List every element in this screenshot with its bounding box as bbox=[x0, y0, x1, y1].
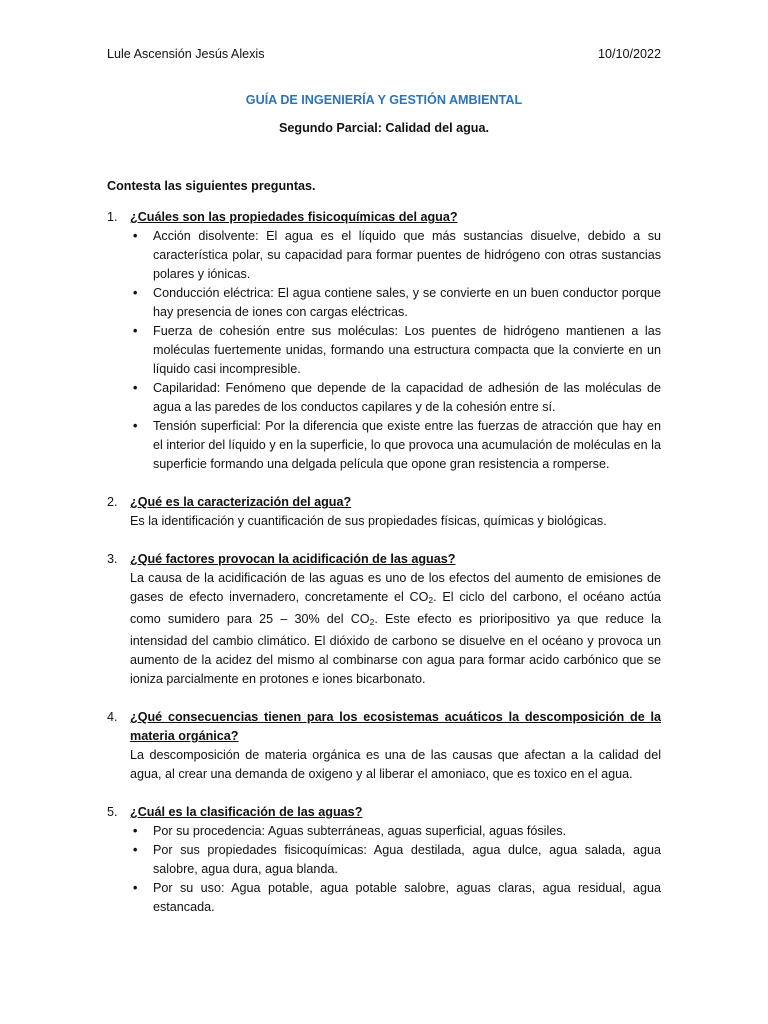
bullet-icon: • bbox=[133, 843, 138, 857]
question-2 bbox=[107, 493, 661, 531]
question-title: ¿Qué factores provocan la acidificación de las aguas? bbox=[130, 552, 456, 566]
question-1 bbox=[107, 208, 661, 474]
list-item: • Conducción eléctrica: El agua contiene sales, y se convierte en un buen conductor porque hay presencia de iones con cargas eléctricas. bbox=[133, 286, 661, 319]
answer-bullet-list bbox=[130, 822, 661, 917]
question-title: ¿Qué es la caracterización del agua? bbox=[130, 495, 352, 509]
answer-text: La causa de la acidificación de las aguas es uno de los efectos del aumento de emisiones de gases de efecto invernadero, concretamente el $CO_2$. El ciclo del carbono, el océano actúa como sumidero para 25 – 30% del $CO_2$. Este efecto es prioripositivo ya que reduce la intensidad del cambio climático. El dióxido de carbono se disuelve en el océano y provoca un aumento de la acidez del mismo al combinarse con agua para formar acido carbónico que se ioniza parcialmente en protones e iones bicarbonato. bbox=[130, 571, 661, 686]
document-title: GUÍA DE INGENIERÍA Y GESTIÓN AMBIENTAL bbox=[245, 93, 523, 107]
author-name: Lule Ascensión Jesús Alexis bbox=[107, 47, 265, 61]
list-item: • Por su procedencia: Aguas subterráneas, aguas superficial, aguas fósiles. bbox=[130, 822, 661, 841]
answer-text: Es la identificación y cuantificación de sus propiedades físicas, químicas y biológicas. bbox=[130, 514, 607, 528]
bullet-icon: • bbox=[133, 419, 138, 433]
bullet-icon: • bbox=[133, 381, 138, 395]
bullet-icon: • bbox=[133, 324, 138, 338]
document-date: 10/10/2022 bbox=[597, 47, 661, 61]
question-title: ¿Qué consecuencias tienen para los ecosistemas acuáticos la descomposición de la materia orgánica? bbox=[130, 710, 661, 743]
question-4 bbox=[107, 708, 661, 784]
document-subtitle: Segundo Parcial: Calidad del agua. bbox=[279, 121, 489, 135]
list-item: • Por sus propiedades fisicoquímicas: Agua destilada, agua dulce, agua salada, agua salobre, agua dura, agua blanda. bbox=[133, 843, 661, 876]
questions-list bbox=[107, 208, 661, 917]
list-item: • Fuerza de cohesión entre sus moléculas: Los puentes de hidrógeno mantienen a las moléculas fuertemente unidas, formando una estructura compacta que la convierte en un líquido casi incompresible. bbox=[133, 324, 661, 376]
question-number: 1. bbox=[107, 210, 118, 224]
question-title: ¿Cuál es la clasificación de las aguas? bbox=[130, 805, 363, 819]
answer-text: La descomposición de materia orgánica es una de las causas que afectan a la calidad del agua, al crear una demanda de oxigeno y al liberar el amoniaco, que es toxico en el agua. bbox=[130, 748, 661, 781]
question-number: 2. bbox=[107, 495, 118, 509]
list-item: • Tensión superficial: Por la diferencia que existe entre las fuerzas de atracción que hay en el interior del líquido y en la superficie, lo que provoca una acumulación de moléculas en la superficie formando una delgada película que opone gran resistencia a romperse. bbox=[133, 419, 661, 471]
question-3 bbox=[107, 550, 661, 689]
list-item: • Acción disolvente: El agua es el líquido que más sustancias disuelve, debido a su característica polar, su capacidad para formar puentes de hidrógeno con otras sustancias polares y iónicas. bbox=[133, 229, 661, 281]
question-number: 3. bbox=[107, 552, 118, 566]
list-item: • Por su uso: Agua potable, agua potable salobre, aguas claras, agua residual, agua estancada. bbox=[133, 881, 661, 914]
question-number: 4. bbox=[107, 710, 118, 724]
bullet-icon: • bbox=[133, 229, 138, 243]
answer-bullet-list bbox=[130, 227, 661, 474]
question-number: 5. bbox=[107, 805, 118, 819]
page-header bbox=[107, 47, 661, 65]
question-title: ¿Cuáles son las propiedades fisicoquímicas del agua? bbox=[130, 210, 458, 224]
question-5 bbox=[107, 803, 661, 917]
bullet-icon: • bbox=[133, 881, 138, 895]
bullet-icon: • bbox=[133, 286, 138, 300]
list-item: • Capilaridad: Fenómeno que depende de la capacidad de adhesión de las moléculas de agua a las paredes de los conductos capilares y de la cohesión entre sí. bbox=[133, 381, 661, 414]
bullet-icon: • bbox=[133, 824, 138, 838]
instructions: Contesta las siguientes preguntas. bbox=[107, 179, 316, 193]
